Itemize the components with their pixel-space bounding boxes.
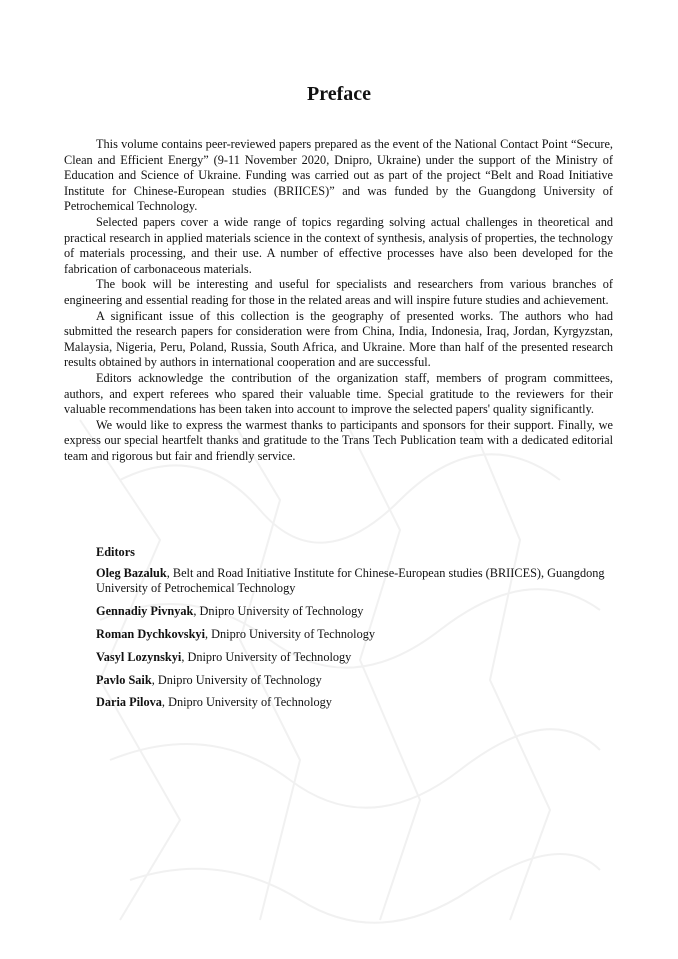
editor-entry [96, 566, 613, 596]
editor-name: Daria Pilova [96, 695, 162, 710]
editor-name: Oleg Bazaluk [96, 566, 167, 581]
page-title: Preface [306, 83, 372, 105]
paragraph: Editors acknowledge the contribution of the organization staff, members of program committees, authors, and expert referees who spared their valuable time. Special gratitude to the reviewers for their valuable recommendations has been taken into account to improve the selected papers' quality significantly. [64, 370, 613, 417]
editor-affiliation: , Dnipro University of Technology [161, 695, 332, 710]
editors-section [96, 545, 613, 718]
editors-heading: Editors [96, 545, 135, 559]
editor-entry [96, 650, 613, 665]
editor-entry [96, 627, 613, 642]
editor-affiliation: , Belt and Road Initiative Institute for Chinese-European studies (BRIICES), Guangdong University of Petrochemical Technology [96, 566, 605, 596]
editor-entry [96, 695, 613, 710]
editor-name: Pavlo Saik [96, 672, 152, 687]
editor-name: Gennadiy Pivnyak [96, 604, 194, 619]
editor-entry [96, 673, 613, 688]
paragraph: This volume contains peer-reviewed papers prepared as the event of the National Contact Point “Secure, Clean and Efficient Energy” (9-11 November 2020, Dnipro, Ukraine) under the support of the Ministry of Education and Science of Ukraine. Funding was carried out as part of the project “Belt and Road Initiative Institute for Chinese-European studies (BRIICES)” and was funded by the Guangdong University of Petrochemical Technology. [64, 137, 613, 214]
editor-affiliation: , Dnipro University of Technology [193, 604, 364, 619]
paragraph: A significant issue of this collection is the geography of presented works. The authors who had submitted the research papers for consideration were from China, India, Indonesia, Iraq, Jordan, Kyrgyzstan, Malaysia, Nigeria, Peru, Poland, Russia, South Africa, and Ukraine. More than half of the presented research results obtained by authors in international cooperation and are successful. [64, 308, 613, 370]
editor-affiliation: , Dnipro University of Technology [181, 649, 352, 664]
paragraph: The book will be interesting and useful for specialists and researchers from various branches of engineering and essential reading for those in the related areas and will inspire future studies and achievement. [64, 277, 613, 307]
editor-name: Vasyl Lozynskyi [96, 649, 182, 664]
editor-name: Roman Dychkovskyi [96, 627, 205, 641]
editor-entry [96, 604, 613, 619]
editor-affiliation: , Dnipro University of Technology [205, 627, 376, 641]
paragraph: We would like to express the warmest thanks to participants and sponsors for their support. Finally, we express our special heartfelt thanks and gratitude to the Trans Tech Publication team with a dedicated editorial team and rigorous but fair and friendly service. [64, 417, 613, 463]
editor-affiliation: , Dnipro University of Technology [151, 672, 322, 687]
paragraph: Selected papers cover a wide range of topics regarding solving actual challenges in theoretical and practical research in applied materials science in the context of synthesis, analysis of properties, the technology of materials processing, and their use. A number of effective processes have also been developed for the fabrication of carbonaceous materials. [64, 214, 613, 276]
preface-body [64, 137, 613, 464]
